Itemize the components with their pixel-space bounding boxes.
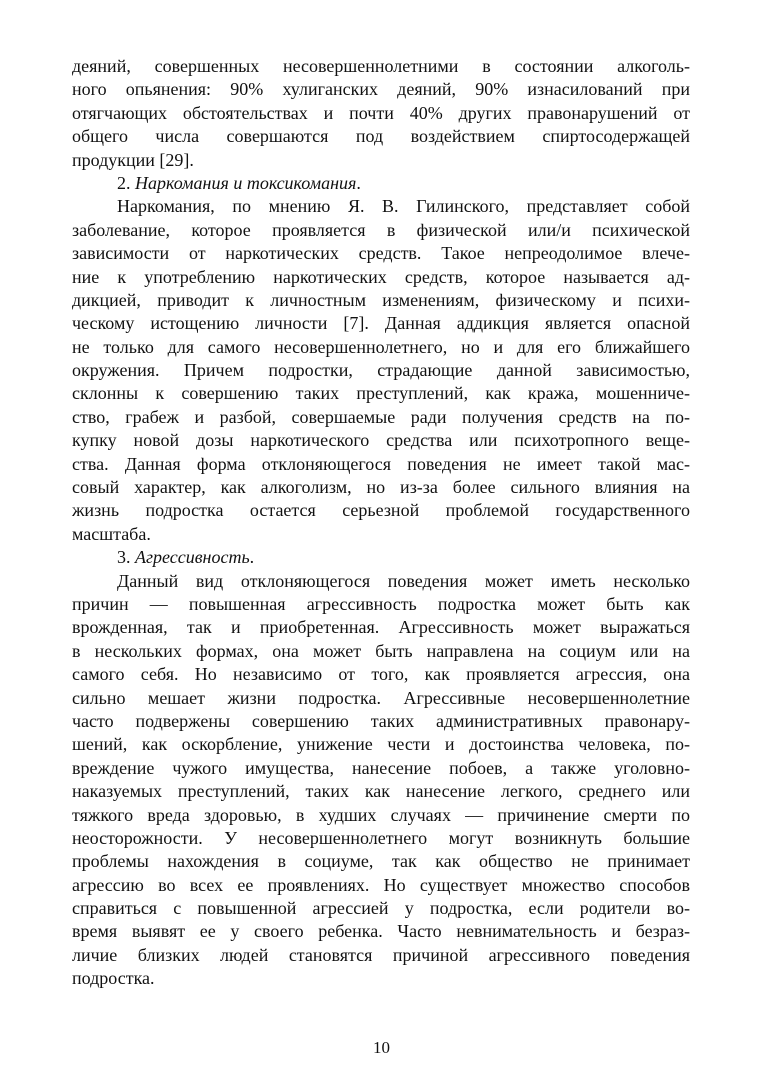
text-line: отягчающих обстоятельствах и почти 40% других правонарушений от [72, 102, 690, 123]
page-number: 10 [373, 1038, 390, 1057]
text-line: масштаба. [72, 523, 151, 544]
text-line: в нескольких формах, она может быть направлена на социум или на [72, 640, 690, 661]
text-line: купку новой дозы наркотического средства или психотропного веще- [72, 430, 690, 451]
text-line: неосторожности. У несовершеннолетнего могут возникнуть большие [72, 827, 690, 848]
text-line: ство, грабеж и разбой, совершаемые ради получения средств на по- [72, 406, 690, 427]
text-line: самого себя. Но независимо от того, как проявляется агрессия, она [72, 664, 690, 685]
text-line: зависимости от наркотических средств. Такое непреодолимое влече- [72, 243, 690, 264]
heading-period: . [356, 172, 361, 193]
section-heading-3 [72, 546, 690, 569]
text-line: личие близких людей становятся причиной агрессивного поведения [72, 944, 690, 965]
text-line: наказуемых преступлений, таких как нанесение легкого, среднего или [72, 781, 690, 802]
page-body [72, 55, 690, 991]
heading-number: 3. [117, 547, 135, 568]
text-line: склонны к совершению таких преступлений, как кража, мошенниче- [72, 383, 690, 404]
text-line: часто подвержены совершению таких административных правонару- [72, 710, 690, 731]
heading-period: . [249, 547, 255, 568]
paragraph-drug-addiction [72, 195, 690, 546]
text-line: жизнь подростка остается серьезной проблемой государственного [72, 500, 690, 521]
heading-title: Наркомания и токсикомания [135, 172, 357, 193]
text-line: не только для самого несовершеннолетнего, но и для его ближайшего [72, 336, 690, 357]
text-line: дикцией, приводит к личностным изменениям, физическому и психи- [72, 289, 690, 310]
text-line: совый характер, как алкоголизм, но из-за более сильного влияния на [72, 477, 690, 498]
text-line: причин — повышенная агрессивность подростка может быть как [72, 593, 690, 614]
text-line: заболевание, которое проявляется в физической или/и психической [72, 219, 690, 240]
text-line: агрессию во всех ее проявлениях. Но существует множество способов [72, 874, 690, 895]
text-line: Наркомания, по мнению Я. В. Гилинского, представляет собой [117, 196, 690, 217]
text-line: тяжкого вреда здоровью, в худших случаях — причинение смерти по [72, 804, 690, 825]
text-line: ческому истощению личности [7]. Данная аддикция является опасной [72, 313, 690, 334]
text-line: окружения. Причем подростки, страдающие данной зависимостью, [72, 360, 690, 381]
paragraph-alcohol-stats [72, 55, 690, 172]
text-line: подростка. [72, 968, 155, 989]
text-line: продукции [29]. [72, 149, 194, 170]
text-line: ние к употреблению наркотических средств, которое называется ад- [72, 266, 690, 287]
text-line: проблемы нахождения в социуме, так как общество не принимает [72, 851, 690, 872]
text-line: ного опьянения: 90% хулиганских деяний, 90% изнасилований при [72, 79, 690, 100]
heading-title: Агрессивность [135, 547, 250, 568]
text-line: деяний, совершенных несовершеннолетними в состоянии алкоголь- [72, 56, 690, 76]
page-text [72, 55, 690, 991]
text-line: врожденная, так и приобретенная. Агрессивность может выражаться [72, 617, 690, 638]
text-line: шений, как оскорбление, унижение чести и достоинства человека, по- [72, 734, 690, 755]
text-line: сильно мешает жизни подростка. Агрессивные несовершеннолетние [72, 687, 690, 708]
section-heading-2 [72, 172, 690, 195]
text-line: общего числа совершаются под воздействием спиртосодержащей [72, 126, 690, 147]
text-line: ства. Данная форма отклоняющегося поведения не имеет такой мас- [72, 453, 690, 474]
text-line: время выявят ее у своего ребенка. Часто невнимательность и безраз- [72, 921, 690, 942]
paragraph-aggressiveness [72, 570, 690, 991]
text-line: справиться с повышенной агрессией у подростка, если родители во- [72, 898, 690, 919]
text-line: вреждение чужого имущества, нанесение побоев, а также уголовно- [72, 757, 690, 778]
text-line: Данный вид отклоняющегося поведения может иметь несколько [117, 570, 690, 591]
heading-number: 2. [117, 172, 135, 193]
